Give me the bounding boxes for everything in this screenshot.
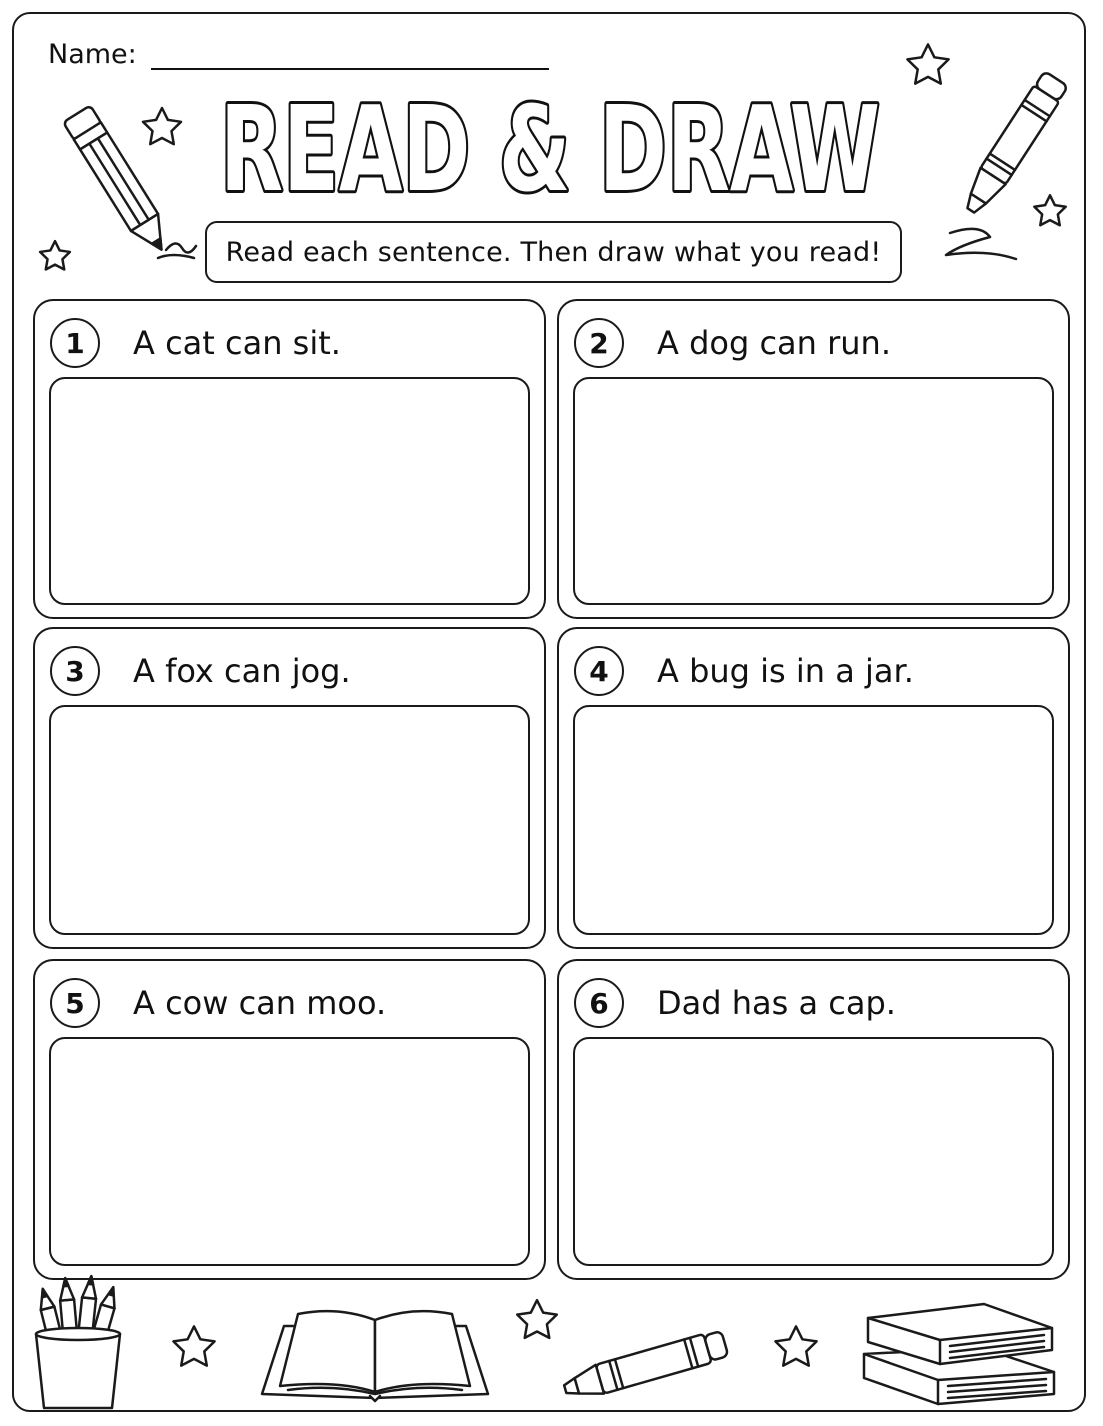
item-number-badge: 3 bbox=[50, 646, 100, 696]
star-icon bbox=[138, 104, 186, 150]
item-number-badge: 6 bbox=[574, 978, 624, 1028]
name-write-line[interactable] bbox=[151, 68, 549, 70]
item-card-3 bbox=[33, 627, 546, 949]
item-sentence: A fox can jog. bbox=[133, 652, 351, 690]
drawing-area[interactable] bbox=[49, 1037, 530, 1266]
item-sentence: A cat can sit. bbox=[133, 324, 341, 362]
item-sentence: Dad has a cap. bbox=[657, 984, 896, 1022]
book-stack-icon bbox=[858, 1298, 1060, 1408]
drawing-area[interactable] bbox=[49, 377, 530, 605]
pencil-cup-icon bbox=[28, 1270, 128, 1412]
star-icon bbox=[168, 1322, 220, 1372]
item-sentence: A dog can run. bbox=[657, 324, 891, 362]
star-icon bbox=[902, 40, 954, 90]
item-card-6 bbox=[557, 959, 1070, 1280]
crayon-icon bbox=[556, 1326, 734, 1406]
name-label: Name: bbox=[48, 39, 137, 70]
item-card-4 bbox=[557, 627, 1070, 949]
drawing-area[interactable] bbox=[573, 1037, 1054, 1266]
instructions-box: Read each sentence. Then draw what you read! bbox=[205, 221, 902, 283]
drawing-area[interactable] bbox=[49, 705, 530, 935]
open-book-icon bbox=[258, 1306, 492, 1402]
item-number-badge: 1 bbox=[50, 318, 100, 368]
item-card-5 bbox=[33, 959, 546, 1280]
item-sentence: A bug is in a jar. bbox=[657, 652, 914, 690]
drawing-area[interactable] bbox=[573, 705, 1054, 935]
item-card-1 bbox=[33, 299, 546, 619]
item-number-badge: 2 bbox=[574, 318, 624, 368]
drawing-area[interactable] bbox=[573, 377, 1054, 605]
item-number-badge: 4 bbox=[574, 646, 624, 696]
star-icon bbox=[1030, 192, 1070, 230]
name-row bbox=[48, 38, 549, 72]
star-icon bbox=[36, 238, 74, 274]
item-card-2 bbox=[557, 299, 1070, 619]
item-number-badge: 5 bbox=[50, 978, 100, 1028]
star-icon bbox=[512, 1296, 562, 1344]
worksheet-title bbox=[200, 80, 900, 218]
worksheet-title-text: READ & DRAW bbox=[220, 80, 880, 218]
star-icon bbox=[770, 1322, 822, 1372]
item-sentence: A cow can moo. bbox=[133, 984, 387, 1022]
